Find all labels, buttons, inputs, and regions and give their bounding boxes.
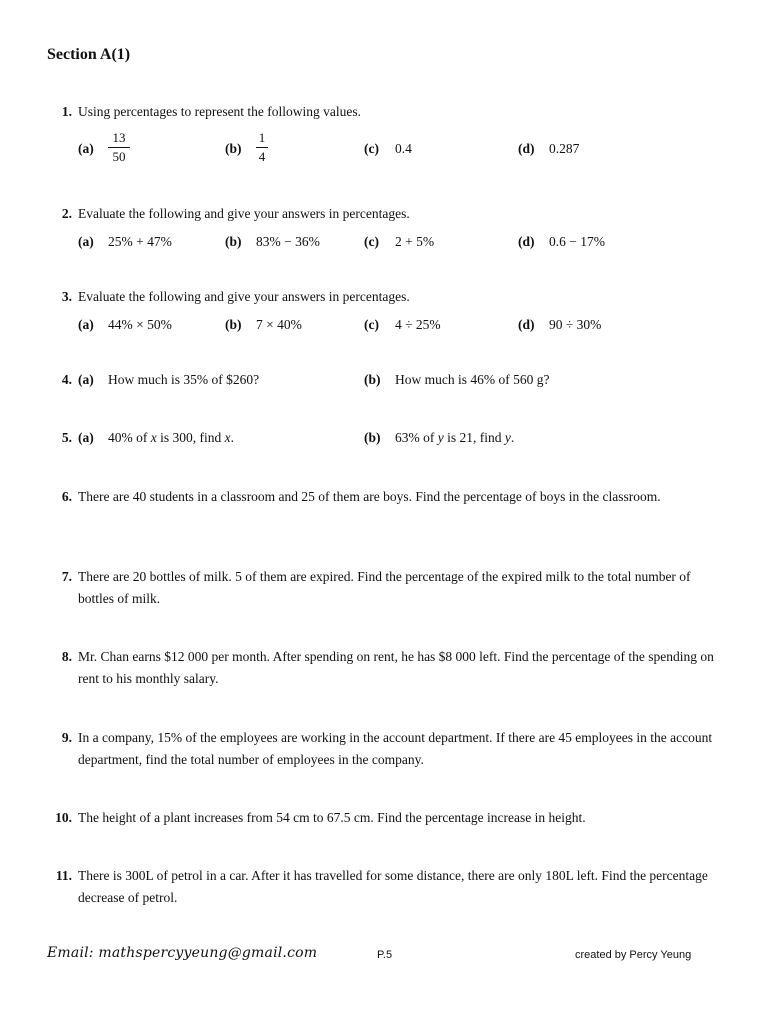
variable-y: y bbox=[437, 430, 444, 445]
part-value-b: 83% − 36% bbox=[256, 234, 320, 249]
question-5 bbox=[0, 430, 768, 452]
part-label-d: (d) bbox=[518, 234, 535, 249]
question-number: 4. bbox=[61, 372, 72, 387]
question-text: The height of a plant increases from 54 cm to 67.5 cm. Find the percentage increase in height. bbox=[78, 810, 586, 825]
part-label-c: (c) bbox=[364, 317, 379, 332]
part-value-c: 4 ÷ 25% bbox=[395, 317, 441, 332]
question-number: 10. bbox=[55, 810, 72, 825]
variable-x: x bbox=[150, 430, 157, 445]
part-label-b: (b) bbox=[225, 141, 242, 156]
part-value-c: 0.4 bbox=[395, 141, 412, 156]
question-number: 6. bbox=[61, 489, 72, 504]
question-text: Evaluate the following and give your answers in percentages. bbox=[78, 289, 410, 304]
part-value-d: 90 ÷ 30% bbox=[549, 317, 602, 332]
part-label-c: (c) bbox=[364, 141, 379, 156]
question-text: There are 40 students in a classroom and 25 of them are boys. Find the percentage of boys in the classroom. bbox=[78, 489, 661, 504]
part-label-a: (a) bbox=[78, 430, 94, 445]
part-value-a: 44% × 50% bbox=[108, 317, 172, 332]
text-segment: . bbox=[510, 430, 515, 445]
text-segment: is 21, find bbox=[443, 430, 505, 445]
question-text: There is 300L of petrol in a car. After it has travelled for some distance, there are only 180L left. Find the percentage decrease of petrol. bbox=[78, 868, 708, 905]
part-label-b: (b) bbox=[364, 430, 381, 445]
text-segment: is 300, find bbox=[156, 430, 225, 445]
footer-credit: created by Percy Yeung bbox=[575, 949, 692, 961]
question-4 bbox=[0, 372, 768, 394]
question-number: 3. bbox=[61, 289, 72, 304]
part-label-c: (c) bbox=[364, 234, 379, 249]
part-value-b: 7 × 40% bbox=[256, 317, 302, 332]
question-7 bbox=[0, 566, 768, 610]
fraction-denominator: 4 bbox=[258, 149, 266, 164]
question-text: Using percentages to represent the following values. bbox=[78, 104, 362, 119]
question-8 bbox=[0, 646, 768, 690]
question-9 bbox=[0, 727, 768, 771]
part-label-a: (a) bbox=[78, 372, 94, 387]
part-label-b: (b) bbox=[364, 372, 381, 387]
variable-y: y bbox=[504, 430, 511, 445]
part-label-a: (a) bbox=[78, 141, 94, 156]
section-title: Section A(1) bbox=[47, 46, 131, 63]
fraction-13-50 bbox=[108, 130, 130, 165]
question-11 bbox=[0, 865, 768, 909]
part-label-d: (d) bbox=[518, 317, 535, 332]
question-2 bbox=[0, 206, 768, 256]
question-number: 2. bbox=[61, 206, 72, 221]
question-3 bbox=[0, 289, 768, 339]
question-10 bbox=[0, 807, 768, 829]
part-value-b bbox=[395, 430, 514, 446]
part-label-a: (a) bbox=[78, 317, 94, 332]
fraction-bar bbox=[256, 147, 268, 148]
question-6 bbox=[0, 486, 768, 530]
question-number: 5. bbox=[61, 430, 72, 445]
question-text: Mr. Chan earns $12 000 per month. After spending on rent, he has $8 000 left. Find the percentage of the spending on rent to his monthly salary. bbox=[78, 649, 714, 686]
part-value-b: How much is 46% of 560 g? bbox=[395, 372, 550, 387]
fraction-1-4 bbox=[256, 130, 268, 165]
part-value-d: 0.287 bbox=[549, 141, 580, 156]
question-number: 8. bbox=[61, 649, 72, 664]
question-number: 1. bbox=[61, 104, 72, 119]
fraction-denominator: 50 bbox=[112, 149, 126, 164]
question-text: Evaluate the following and give your answers in percentages. bbox=[78, 206, 410, 221]
part-value-d: 0.6 − 17% bbox=[549, 234, 605, 249]
question-text: In a company, 15% of the employees are working in the account department. If there are 45 employees in the account department, find the total number of employees in the company. bbox=[78, 730, 713, 767]
variable-x: x bbox=[224, 430, 231, 445]
question-1 bbox=[0, 104, 768, 174]
part-value-a bbox=[108, 430, 234, 446]
part-label-b: (b) bbox=[225, 234, 242, 249]
question-text: There are 20 bottles of milk. 5 of them are expired. Find the percentage of the expired milk to the total number of bottles of milk. bbox=[78, 569, 691, 606]
part-label-d: (d) bbox=[518, 141, 535, 156]
footer-page-number: P.5 bbox=[377, 949, 393, 961]
question-number: 9. bbox=[61, 730, 72, 745]
part-label-b: (b) bbox=[225, 317, 242, 332]
fraction-numerator: 1 bbox=[258, 130, 266, 145]
fraction-bar bbox=[108, 147, 130, 148]
part-value-c: 2 + 5% bbox=[395, 234, 435, 249]
part-value-a: How much is 35% of $260? bbox=[108, 372, 260, 387]
text-segment: 63% of bbox=[395, 430, 438, 445]
footer-email: Email: mathspercyyeung@gmail.com bbox=[47, 945, 318, 961]
question-number: 7. bbox=[61, 569, 72, 584]
text-segment: . bbox=[230, 430, 235, 445]
fraction-numerator: 13 bbox=[112, 130, 126, 145]
question-number: 11. bbox=[55, 868, 72, 883]
text-segment: 40% of bbox=[108, 430, 151, 445]
part-label-a: (a) bbox=[78, 234, 94, 249]
part-value-a: 25% + 47% bbox=[108, 234, 172, 249]
